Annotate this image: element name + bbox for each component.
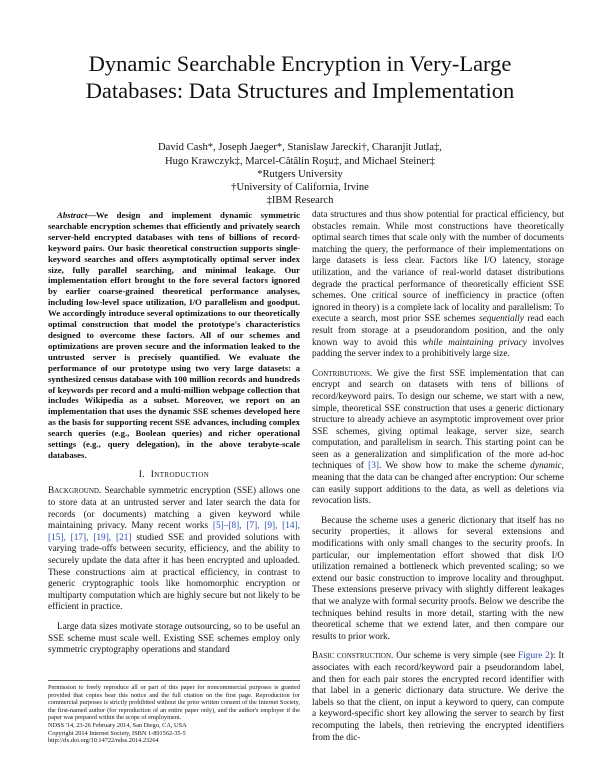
large-data-paragraph: Large data sizes motivate storage outsourcing, so to be useful an SSE scheme must scale well. Existing SSE schemes employ only symmetric cryptography operations and standard (48, 621, 300, 656)
footnote-rule (48, 680, 300, 681)
left-column (48, 210, 300, 657)
copyright-line: Copyright 2014 Internet Society, ISBN 1-891562-35-5 (48, 729, 186, 737)
section-heading-introduction (48, 470, 300, 482)
permission-notice: Permission to freely reproduce all or part of this paper for noncommercial purposes is granted provided that copies bear this notice and the full citation on the first page. Reproduction for commercial purposes is strictly prohibited without the prior written consent of the Internet Society, the first-named author (for reproduction of an entire paper only), and the author's employer if the paper was prepared within the scope of employment. (48, 684, 300, 722)
authors-line-1: David Cash*, Joseph Jaeger*, Stanislaw Jarecki†, Charanjit Jutla‡, (158, 142, 442, 153)
section-title: Introduction (150, 469, 210, 480)
affiliation-rutgers: *Rutgers University (257, 169, 343, 180)
basic-construction-paragraph: Basic construction. Our scheme is very simple (see Figure 2): It associates with each record/keyword pair a pseudorandom label, and then for each pair stores the encrypted record identifier with that label in a generic dictionary data structure. We derive the labels so that the client, on input a keyword to query, can compute a keyword-specific short key allowing the server to search by first recomputing the labels, then retrieving the encrypted identifiers from the dic- (312, 651, 565, 743)
background-heading: Background. (48, 486, 102, 497)
contributions-paragraph: Contributions. We give the first SSE implementation that can encrypt and search on datasets with tens of billions of record/keyword pairs. To design our scheme, we start with a new, simple, theoretical SSE construction that uses a generic dictionary structure to already achieve an asymptotic improvement over prior SSE schemes, giving optimal leakage, server size, search computation, and parallelism in search. This starting point can be seen as a generalization and simplification of the more ad-hoc techniques of [3]. We show how to make the scheme dynamic, meaning that the data can be changed after encryption: Our scheme can easily support additions to the data, as well as deletions via revocation lists. (312, 368, 564, 507)
background-paragraph: Background. Searchable symmetric encryption (SSE) allows one to store data at an untrusted server and later search the data for records (or documents) matching a given keyword while maintaining privacy. Many recent works [5]–[8], [7], [9], [14], [15], [17], [19], [21] studied SSE and provided solutions with varying trade-offs between security, efficiency, and the ability to securely update the data after it has been encrypted and uploaded. These constructions aim at practical efficiency, in contrast to generic cryptographic tools like homomorphic encryption or multiparty computation which are highly secure but not likely to be efficient in practice. (48, 486, 300, 613)
efficiency-paragraph: data structures and thus show potential for practical efficiency, but obstacles remain. While most constructions have theoretically optimal search times that scale only with the number of documents matching the query, the performance of their implementations on large datasets is less clear. Factors like I/O latency, storage utilization, and the variance of real-world dataset distributions degrade the practical performance of theoretically efficient SSE schemes. One critical source of inefficiency in practice (often ignored in theory) is a complete lack of locality and parallelism: To execute a search, most prior SSE schemes sequentially read each result from storage at a pseudorandom position, and the only known way to avoid this while maintaining privacy involves padding the server index to a prohibitively large size. (312, 210, 564, 360)
basic-construction-heading: Basic construction. (312, 651, 394, 662)
scheme-extension-paragraph: Because the scheme uses a generic dictionary that itself has no security properties, it allows for several extensions and modifications with only small changes to the security proofs. In particular, our implementation effort showed that disk I/O utilization remained a bottleneck which prevented scaling; so we extend our basic construction to improve locality and throughput. These extensions preserve privacy with slightly different leakages that we analyze with formal security proofs. Below we describe the techniques behind results in more detail, starting with the new theoretical scheme that we extend later, and then compare our results to prior work. (312, 515, 564, 642)
section-number: I. (138, 469, 146, 480)
conference-line: NDSS '14, 23-26 February 2014, San Diego, CA, USA (48, 721, 187, 729)
right-column (312, 210, 564, 744)
abstract-text: —We design and implement dynamic symmetric searchable encryption schemes that efficiently and privately search server-held encrypted databases with tens of billions of record-keyword pairs. Our basic theoretical construction supports single-keyword searches and offers asymptotically optimal server index size, fully parallel searching, and minimal leakage. Our implementation effort brought to the fore several factors ignored by earlier coarse-grained theoretical performance analyses, including low-level space utilization, I/O parallelism and goodput. We accordingly introduce several optimizations to our theoretically optimal construction that model the prototype's characteristics designed to overcome these factors. All of our schemes and optimizations are proven secure and the information leaked to the untrusted server is precisely quantified. We evaluate the performance of our prototype using two very large datasets: a synthesized census database with 100 million records and hundreds of keywords per record and a multi-million webpage collection that includes Wikipedia as a subset. Moreover, we report on an implementation that uses the dynamic SSE schemes developed here as the basis for supporting recent SSE advances, including complex search queries (e.g., Boolean queries) and richer operational settings (e.g., query delegation), in the above terabyte-scale databases. (48, 210, 300, 460)
abstract-label: Abstract (57, 210, 88, 220)
affiliation-ibm: ‡IBM Research (266, 195, 334, 206)
author-list (60, 141, 540, 169)
citation-link[interactable]: [5]–[8], [7], [9], [14], [15], [17], [19], [21] (48, 521, 300, 543)
authors-line-2: Hugo Krawczyk‡, Marcel-Cătălin Roşu‡, and Michael Steiner‡ (164, 156, 436, 167)
figure-link[interactable]: Figure 2 (518, 651, 550, 662)
contributions-heading: Contributions. (312, 368, 373, 379)
abstract (48, 210, 300, 461)
citation-link[interactable]: [3] (368, 461, 379, 472)
doi-line[interactable]: http://dx.doi.org/10.14722/ndss.2014.23264 (48, 737, 159, 745)
paper-title: Dynamic Searchable Encryption in Very-Large Databases: Data Structures and Implementation (85, 51, 515, 103)
affiliation-uci: †University of California, Irvine (231, 182, 369, 193)
copyright-footnote (48, 680, 300, 745)
